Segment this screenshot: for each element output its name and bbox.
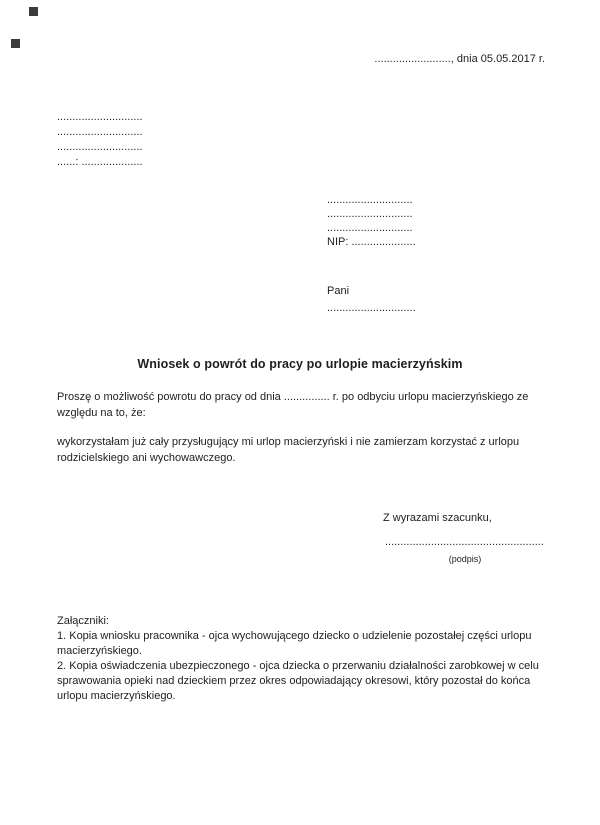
sender-line: ............................: [57, 126, 143, 138]
document-title: Wniosek o powrót do pracy po urlopie macierzyńskim: [137, 357, 463, 371]
valediction: Z wyrazami szacunku,: [383, 512, 492, 524]
statement-paragraph: wykorzystałam już cały przysługujący mi urlop macierzyński i nie zamierzam korzystać z urlopu rodzicielskiego ani wychowawczego.: [57, 436, 520, 464]
date-line: ........................., dnia 05.05.2017 r.: [374, 53, 545, 65]
attachments-section: [57, 614, 549, 704]
salutation: Pani: [327, 285, 350, 297]
sender-line: ......: ....................: [57, 156, 143, 168]
attachment-item: 1. Kopia wniosku pracownika - ojca wychowującego dziecko o udzielenie pozostałej części urlopu macierzyńskiego.: [57, 630, 532, 657]
addressee-block: [327, 284, 416, 316]
recipient-address-block: [327, 193, 416, 249]
recipient-line: ............................: [327, 222, 413, 234]
addressee-name-line: .............................: [327, 302, 416, 314]
recipient-line: ............................: [327, 194, 413, 206]
nip-line: NIP: .....................: [327, 236, 416, 248]
intro-paragraph: Proszę o możliwość powrotu do pracy od dnia ............... r. po odbyciu urlopu macierzyńskiego ze względu na to, że:: [57, 391, 529, 419]
scan-artifact-mark: [29, 7, 38, 16]
sender-line: ............................: [57, 111, 143, 123]
recipient-line: ............................: [327, 208, 413, 220]
scan-artifact-mark: [11, 39, 20, 48]
attachment-item: 2. Kopia oświadczenia ubezpieczonego - ojca dziecka o przerwaniu działalności zarobkowej w celu sprawowania opieki nad dzieckiem przez okres odpowiadający okresowi, który pozostał do końca urlopu macierzyńskiego.: [57, 660, 539, 702]
sender-address-block: [57, 110, 143, 170]
attachments-heading: Załączniki:: [57, 615, 109, 627]
sender-line: ............................: [57, 141, 143, 153]
signature-line: ....................................................: [385, 536, 544, 548]
signature-caption: (podpis): [448, 554, 482, 564]
